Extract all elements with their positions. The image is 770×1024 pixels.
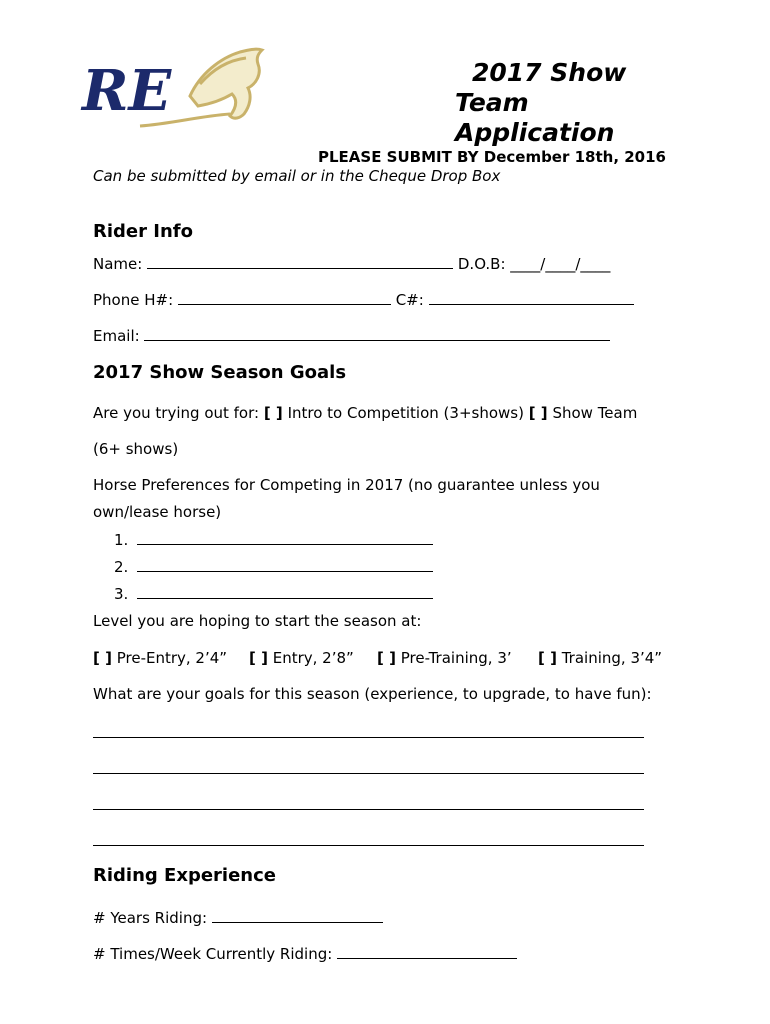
pre-entry-label: Pre-Entry, 2’4” <box>116 649 228 667</box>
horse-pref-item-2 <box>114 557 433 576</box>
form-title <box>455 58 626 148</box>
name-field[interactable] <box>147 254 453 269</box>
times-label: # Times/Week Currently Riding: <box>93 945 333 963</box>
pre-training-checkbox[interactable]: [ ] <box>377 649 396 667</box>
intro-option-label: Intro to Competition (3+shows) <box>287 404 524 422</box>
dob-label: D.O.B: <box>457 255 506 273</box>
training-label: Training, 3’4” <box>561 649 663 667</box>
intro-checkbox[interactable]: [ ] <box>263 404 283 422</box>
title-line-3: Application <box>455 118 615 147</box>
horse-pref-item-3 <box>114 584 433 603</box>
team-option-label: Show Team <box>552 404 638 422</box>
svg-text:RE: RE <box>82 58 172 124</box>
times-row <box>93 944 517 963</box>
season-goals-label: What are your goals for this season (experience, to upgrade, to have fun): <box>93 685 652 703</box>
submit-deadline: PLEASE SUBMIT BY December 18th, 2016 <box>318 148 666 166</box>
logo <box>80 44 266 132</box>
horse-pref-item-1 <box>114 530 433 549</box>
horse-pref-line-2: own/lease horse) <box>93 503 222 521</box>
horse-pref-field-1[interactable] <box>137 530 433 545</box>
level-label: Level you are hoping to start the season at: <box>93 612 422 630</box>
horse-pref-field-3[interactable] <box>137 584 433 599</box>
item-number: 3. <box>114 585 129 603</box>
team-option-cont: (6+ shows) <box>93 440 179 458</box>
season-goals-line-2[interactable] <box>93 773 644 774</box>
level-option-4 <box>538 649 662 667</box>
times-field[interactable] <box>337 944 517 959</box>
horse-pref-field-2[interactable] <box>137 557 433 572</box>
name-label: Name: <box>93 255 143 273</box>
experience-heading: Riding Experience <box>93 865 276 886</box>
cell-label: C#: <box>395 291 424 309</box>
level-option-3 <box>377 649 512 667</box>
phone-field[interactable] <box>178 290 391 305</box>
tryout-label: Are you trying out for: <box>93 404 260 422</box>
email-label: Email: <box>93 327 140 345</box>
team-checkbox[interactable]: [ ] <box>528 404 548 422</box>
item-number: 2. <box>114 558 129 576</box>
season-goals-line-3[interactable] <box>93 809 644 810</box>
level-option-1 <box>93 649 227 667</box>
title-line-1: 2017 Show <box>472 58 627 87</box>
phone-label: Phone H#: <box>93 291 174 309</box>
years-row <box>93 908 383 927</box>
entry-label: Entry, 2’8” <box>272 649 354 667</box>
cell-field[interactable] <box>429 290 634 305</box>
name-row <box>93 254 610 273</box>
horse-logo-icon <box>80 44 266 132</box>
email-row <box>93 326 610 345</box>
tryout-row <box>93 404 637 422</box>
email-field[interactable] <box>144 326 610 341</box>
horse-pref-line-1: Horse Preferences for Competing in 2017 (no guarantee unless you <box>93 476 600 494</box>
season-goals-line-4[interactable] <box>93 845 644 846</box>
dob-field[interactable]: ____/____/____ <box>510 255 611 273</box>
season-goals-line-1[interactable] <box>93 737 644 738</box>
years-field[interactable] <box>212 908 383 923</box>
phone-row <box>93 290 634 309</box>
pre-training-label: Pre-Training, 3’ <box>400 649 512 667</box>
years-label: # Years Riding: <box>93 909 208 927</box>
item-number: 1. <box>114 531 129 549</box>
pre-entry-checkbox[interactable]: [ ] <box>93 649 112 667</box>
submit-note: Can be submitted by email or in the Cheque Drop Box <box>93 167 501 185</box>
title-line-2: Team <box>455 88 529 117</box>
level-option-2 <box>249 649 354 667</box>
entry-checkbox[interactable]: [ ] <box>249 649 268 667</box>
training-checkbox[interactable]: [ ] <box>538 649 557 667</box>
rider-info-heading: Rider Info <box>93 221 193 242</box>
goals-heading: 2017 Show Season Goals <box>93 362 347 383</box>
